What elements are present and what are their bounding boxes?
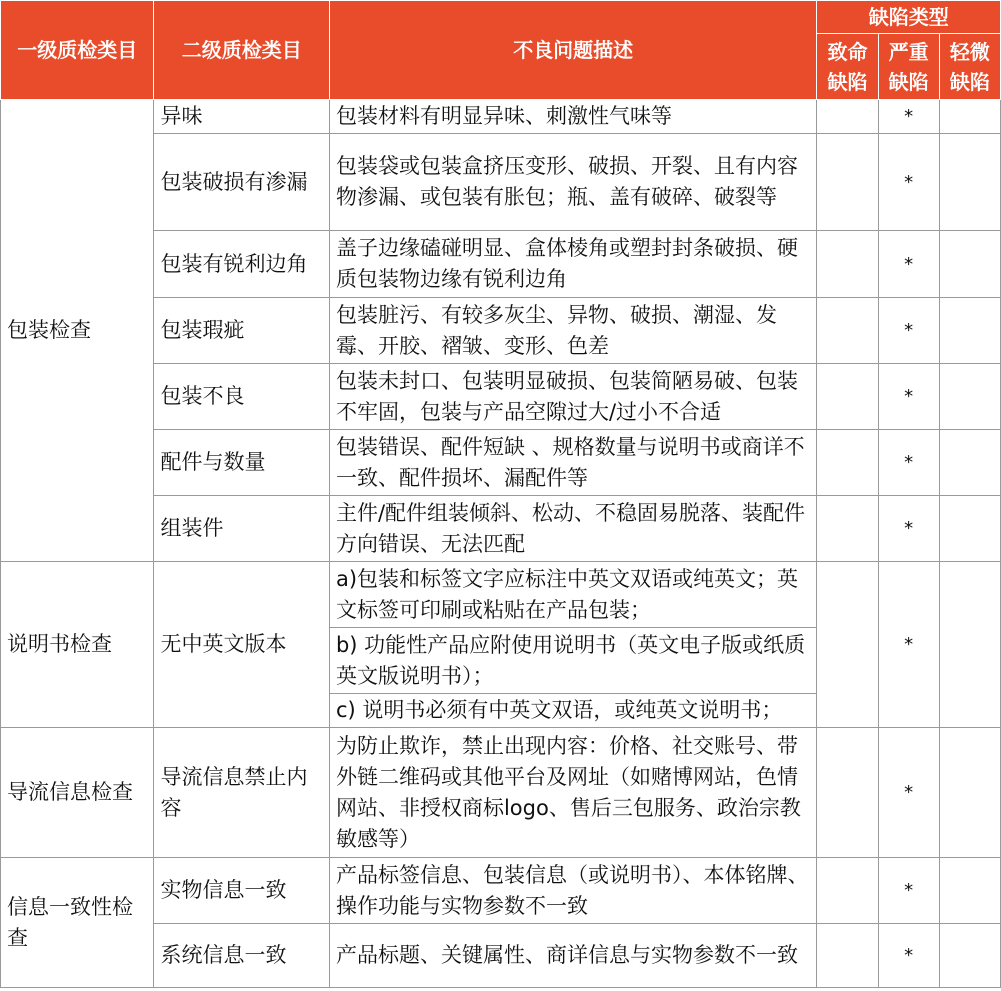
fatal-cell bbox=[817, 100, 878, 134]
description-cell: b) 功能性产品应附使用说明书（英文电子版或纸质英文版说明书）； bbox=[329, 628, 816, 694]
serious-cell: * bbox=[878, 858, 939, 924]
description-cell: 产品标题、关键属性、商详信息与实物参数不一致 bbox=[329, 924, 816, 988]
serious-cell: * bbox=[878, 924, 939, 988]
header-serious: 严重 缺陷 bbox=[878, 34, 939, 100]
level2-cell: 配件与数量 bbox=[154, 430, 330, 496]
level2-cell: 异味 bbox=[154, 100, 330, 134]
level2-cell: 实物信息一致 bbox=[154, 858, 330, 924]
header-fatal: 致命 缺陷 bbox=[817, 34, 878, 100]
minor-cell bbox=[939, 134, 1000, 231]
serious-cell: * bbox=[878, 100, 939, 134]
description-cell: 包装未封口、包装明显破损、包装简陋易破、包装不牢固，包装与产品空隙过大/过小不合适 bbox=[329, 364, 816, 430]
minor-cell bbox=[939, 430, 1000, 496]
table-row bbox=[1, 562, 1001, 628]
minor-cell bbox=[939, 100, 1000, 134]
description-cell: 产品标签信息、包装信息（或说明书）、本体铭牌、操作功能与实物参数不一致 bbox=[329, 858, 816, 924]
minor-cell bbox=[939, 231, 1000, 298]
description-cell: 盖子边缘磕碰明显、盒体棱角或塑封封条破损、硬质包装物边缘有锐利边角 bbox=[329, 231, 816, 298]
level2-cell: 导流信息禁止内容 bbox=[154, 728, 330, 858]
header-minor: 轻微 缺陷 bbox=[939, 34, 1000, 100]
level1-packaging: 包装检查 bbox=[1, 100, 154, 562]
serious-cell: * bbox=[878, 496, 939, 562]
description-cell: 包装材料有明显异味、刺激性气味等 bbox=[329, 100, 816, 134]
serious-cell: * bbox=[878, 430, 939, 496]
description-cell: 包装错误、配件短缺 、规格数量与说明书或商详不一致、配件损坏、漏配件等 bbox=[329, 430, 816, 496]
level2-cell: 组装件 bbox=[154, 496, 330, 562]
level2-cell: 包装不良 bbox=[154, 364, 330, 430]
minor-cell bbox=[939, 562, 1000, 728]
serious-cell: * bbox=[878, 364, 939, 430]
fatal-cell bbox=[817, 231, 878, 298]
serious-cell: * bbox=[878, 562, 939, 728]
minor-cell bbox=[939, 496, 1000, 562]
header-description: 不良问题描述 bbox=[329, 1, 816, 100]
minor-cell bbox=[939, 364, 1000, 430]
description-cell: 包装脏污、有较多灰尘、异物、破损、潮湿、发霉、开胶、褶皱、变形、色差 bbox=[329, 298, 816, 364]
minor-cell bbox=[939, 924, 1000, 988]
fatal-cell bbox=[817, 924, 878, 988]
fatal-cell bbox=[817, 430, 878, 496]
description-cell: 为防止欺诈，禁止出现内容：价格、社交账号、带外链二维码或其他平台及网址（如赌博网站，色情网站、非授权商标logo、售后三包服务、政治宗教敏感等） bbox=[329, 728, 816, 858]
description-cell: a)包装和标签文字应标注中英文双语或纯英文；英文标签可印刷或粘贴在产品包装； bbox=[329, 562, 816, 628]
table-row bbox=[1, 100, 1001, 134]
header-defect-type: 缺陷类型 bbox=[817, 1, 1001, 34]
fatal-cell bbox=[817, 298, 878, 364]
level1-consistency: 信息一致性检查 bbox=[1, 858, 154, 988]
header-level2: 二级质检类目 bbox=[154, 1, 330, 100]
fatal-cell bbox=[817, 134, 878, 231]
header-row bbox=[1, 1, 1001, 34]
serious-cell: * bbox=[878, 728, 939, 858]
level1-redirect: 导流信息检查 bbox=[1, 728, 154, 858]
minor-cell bbox=[939, 298, 1000, 364]
minor-cell bbox=[939, 728, 1000, 858]
table-row bbox=[1, 728, 1001, 858]
level1-manual: 说明书检查 bbox=[1, 562, 154, 728]
fatal-cell bbox=[817, 858, 878, 924]
serious-cell: * bbox=[878, 231, 939, 298]
description-cell: 包装袋或包装盒挤压变形、破损、开裂、且有内容物渗漏、或包装有胀包；瓶、盖有破碎、破裂等 bbox=[329, 134, 816, 231]
header-level1: 一级质检类目 bbox=[1, 1, 154, 100]
description-cell: c) 说明书必须有中英文双语，或纯英文说明书； bbox=[329, 694, 816, 728]
serious-cell: * bbox=[878, 298, 939, 364]
level2-cell: 包装有锐利边角 bbox=[154, 231, 330, 298]
minor-cell bbox=[939, 858, 1000, 924]
fatal-cell bbox=[817, 728, 878, 858]
level2-cell: 系统信息一致 bbox=[154, 924, 330, 988]
description-cell: 主件/配件组装倾斜、松动、不稳固易脱落、装配件方向错误、无法匹配 bbox=[329, 496, 816, 562]
fatal-cell bbox=[817, 496, 878, 562]
level2-cell: 包装瑕疵 bbox=[154, 298, 330, 364]
level2-cell: 包装破损有渗漏 bbox=[154, 134, 330, 231]
fatal-cell bbox=[817, 562, 878, 728]
level2-cell: 无中英文版本 bbox=[154, 562, 330, 728]
table-row bbox=[1, 858, 1001, 924]
serious-cell: * bbox=[878, 134, 939, 231]
fatal-cell bbox=[817, 364, 878, 430]
